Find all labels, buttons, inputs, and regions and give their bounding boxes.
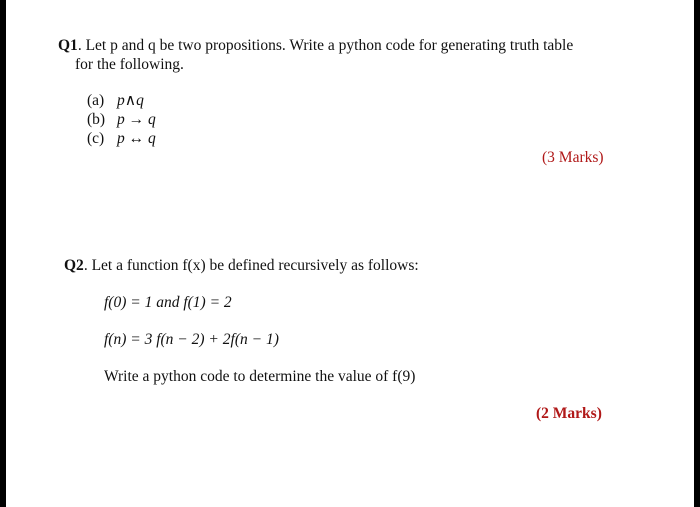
q1-line2: for the following. <box>75 56 184 73</box>
q1-line1: . Let p and q be two propositions. Write a python code for generating truth table <box>77 37 574 54</box>
option-label: (c) <box>87 130 105 147</box>
option-expr: p ↔ q <box>117 130 156 147</box>
q2-equation-1: f(0) = 1 and f(1) = 2 <box>104 294 232 311</box>
option-expr: p → q <box>117 111 156 128</box>
q2-task: Write a python code to determine the value of f(9) <box>104 368 416 385</box>
q2-equation-2: f(n) = 3 f(n − 2) + 2f(n − 1) <box>104 331 279 348</box>
q2-heading <box>64 257 419 275</box>
q2-intro: . Let a function f(x) be defined recursively as follows: <box>83 257 419 274</box>
right-border <box>694 0 700 507</box>
q1-marks: (3 Marks) <box>542 149 604 166</box>
option-label: (b) <box>87 111 106 128</box>
option-expr: p∧q <box>117 92 144 109</box>
q2-marks: (2 Marks) <box>536 405 602 422</box>
q1-number: Q1 <box>58 37 78 54</box>
q1-heading <box>58 37 573 55</box>
q2-number: Q2 <box>64 257 84 274</box>
option-label: (a) <box>87 92 105 109</box>
q1-option-c <box>87 130 156 148</box>
left-border <box>0 0 6 507</box>
q1-option-a <box>87 92 144 110</box>
q1-option-b <box>87 111 156 129</box>
